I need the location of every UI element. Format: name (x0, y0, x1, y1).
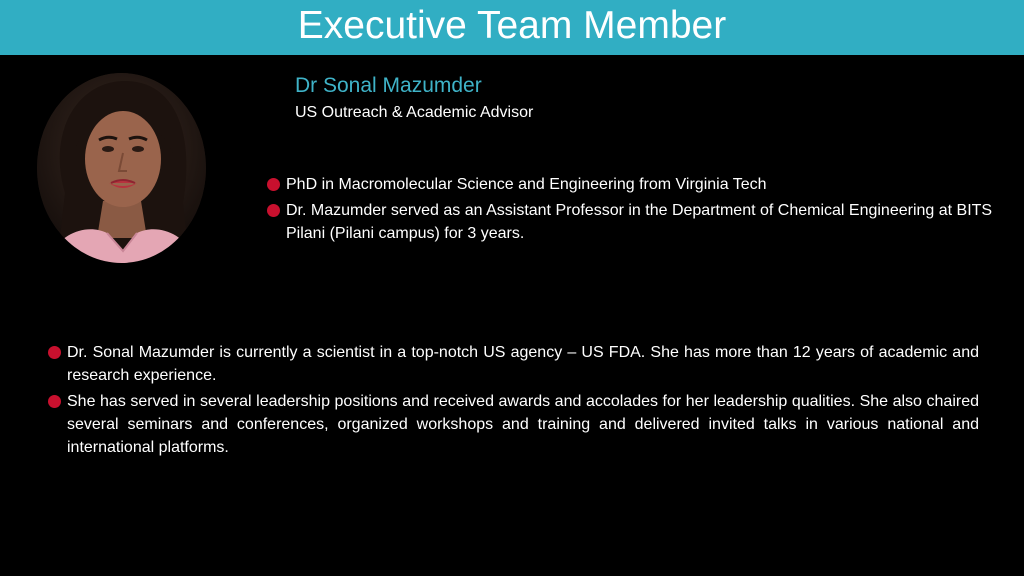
page-title: Executive Team Member (297, 4, 727, 47)
title-bar (0, 0, 1024, 55)
highlights-list (286, 173, 1008, 248)
detail-text: She has served in several leadership positions and received awards and accolades for her leadership qualities. She also chaired several seminars and conferences, organized workshops and training and delivered invited talks in various national and international platforms. (67, 393, 979, 456)
bullet-dot-icon (48, 395, 61, 408)
portrait-photo-icon (37, 73, 206, 263)
highlight-text: PhD in Macromolecular Science and Engineering from Virginia Tech (286, 176, 767, 193)
profile-name: Dr Sonal Mazumder (295, 74, 482, 97)
bullet-dot-icon (267, 204, 280, 217)
bullet-dot-icon (48, 346, 61, 359)
profile-role: US Outreach & Academic Advisor (295, 104, 534, 121)
list-item (286, 199, 1008, 245)
profile-photo (37, 73, 206, 263)
highlight-text: Dr. Mazumder served as an Assistant Professor in the Department of Chemical Engineering at BITS Pilani (Pilani campus) for 3 years. (286, 202, 993, 242)
bullet-dot-icon (267, 178, 280, 191)
detail-text: Dr. Sonal Mazumder is currently a scientist in a top-notch US agency – US FDA. She has more than 12 years of academic and research experience. (67, 344, 979, 384)
list-item (67, 341, 979, 387)
list-item (286, 173, 1008, 196)
list-item (67, 390, 979, 459)
details-list (67, 341, 979, 462)
